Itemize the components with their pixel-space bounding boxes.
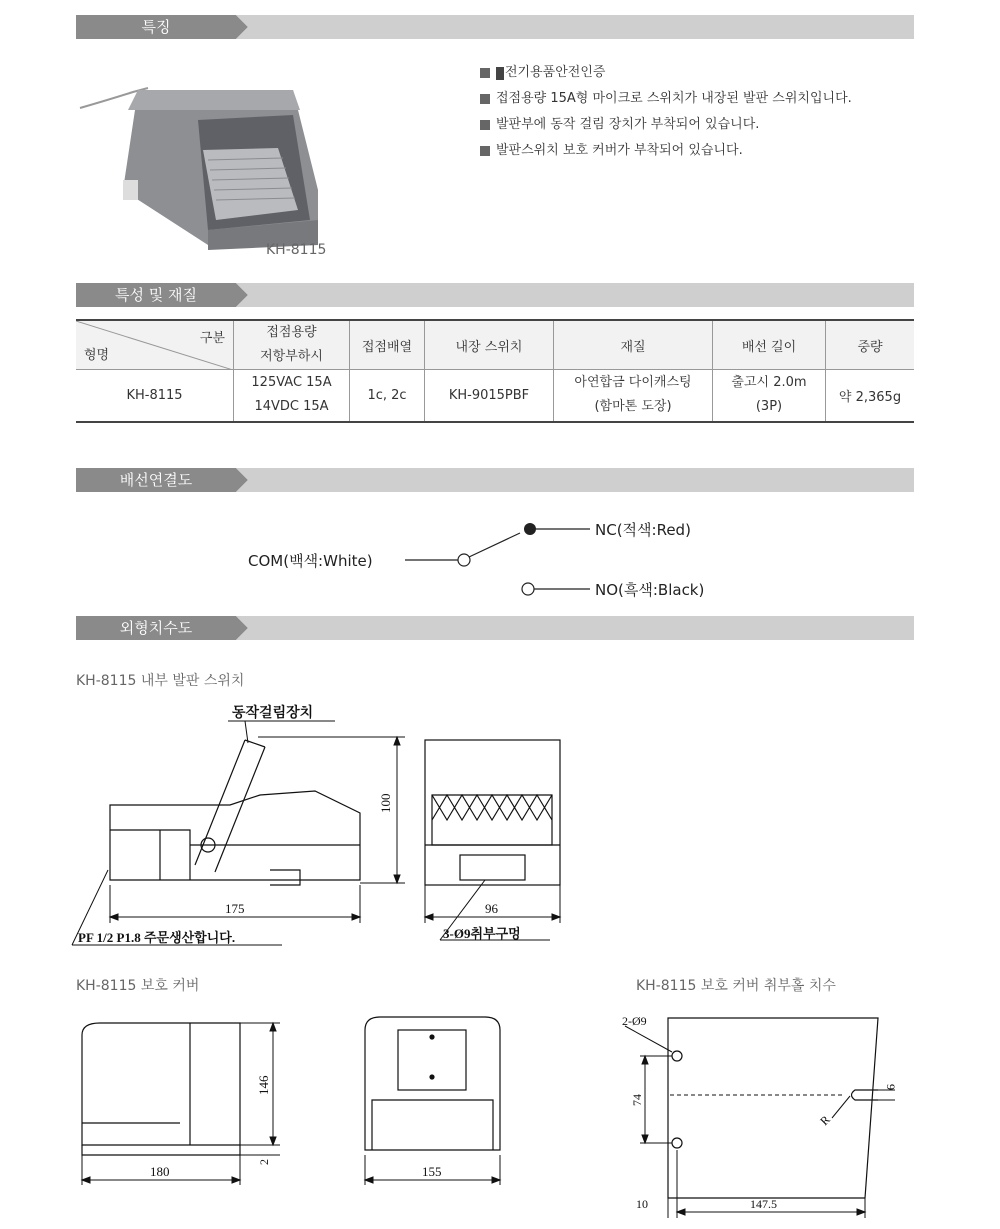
- section-header-wiring: [76, 468, 914, 492]
- bullet-square-icon: [480, 68, 490, 78]
- section-title: 배선연결도: [119, 471, 193, 489]
- kc-mark-icon: [496, 67, 504, 80]
- wire-com-label: COM(백색:White): [248, 552, 373, 570]
- table-row: [76, 370, 914, 422]
- header-arrangement: 접점배열: [350, 320, 425, 370]
- dim-100: 100: [378, 793, 393, 813]
- cell-weight: 약 2,365g: [826, 370, 915, 422]
- dim-9: 9: [884, 1084, 898, 1090]
- wiring-diagram: [0, 505, 1000, 605]
- corner-header: 구분 형명: [76, 320, 234, 370]
- drawing-title-mount: KH-8115 보호 커버 취부홀 치수: [636, 978, 836, 994]
- cell-wire: 출고시 2.0m (3P): [713, 370, 826, 422]
- features-list: [480, 60, 852, 164]
- dim-r: R: [817, 1112, 833, 1129]
- header-material: 재질: [554, 320, 713, 370]
- mount-hole-drawing: [610, 1000, 910, 1225]
- hole-note: 3-Ø9취부구멍: [443, 926, 521, 941]
- dim-147-5: 147.5: [750, 1197, 777, 1211]
- wire-no-label: NO(흑색:Black): [595, 581, 705, 599]
- section-title: 특징: [141, 18, 171, 36]
- section-title: 외형치수도: [119, 619, 193, 637]
- product-photo: [78, 70, 338, 260]
- drawing-title-cover: KH-8115 보호 커버: [76, 978, 200, 994]
- cell-material: 아연합금 다이캐스팅 (함마톤 도장): [554, 370, 713, 422]
- bullet-square-icon: [480, 120, 490, 130]
- dim-180: 180: [150, 1164, 170, 1179]
- spec-table: [76, 319, 914, 423]
- section-header-specs: [76, 283, 914, 307]
- section-header-features: [76, 15, 914, 39]
- feature-item: 접점용량 15A형 마이크로 스위치가 내장된 발판 스위치입니다.: [480, 86, 852, 112]
- feature-item: 발판스위치 보호 커버가 부착되어 있습니다.: [480, 138, 852, 164]
- cover-drawing: [60, 1005, 520, 1220]
- wire-nc-label: NC(적색:Red): [595, 521, 691, 539]
- section-title: 특성 및 재질: [115, 286, 197, 304]
- cell-switch: KH-9015PBF: [425, 370, 554, 422]
- lock-label: 동작걸림장치: [232, 706, 314, 721]
- bullet-square-icon: [480, 94, 490, 104]
- drawing-title-internal: KH-8115 내부 발판 스위치: [76, 673, 245, 689]
- pf-note: PF 1/2 P1.8 주문생산합니다.: [78, 930, 236, 945]
- dim-10: 10: [636, 1197, 648, 1211]
- dim-2phi9: 2-Ø9: [622, 1014, 647, 1028]
- photo-caption: KH-8115: [266, 242, 327, 258]
- dim-155: 155: [422, 1164, 442, 1179]
- dim-175: 175: [225, 901, 245, 916]
- dim-96: 96: [485, 901, 498, 916]
- bullet-square-icon: [480, 146, 490, 156]
- feature-item: 발판부에 동작 걸림 장치가 부착되어 있습니다.: [480, 112, 852, 138]
- internal-switch-drawing: [60, 695, 580, 955]
- feature-item: 전기용품안전인증: [480, 60, 852, 86]
- dim-74: 74: [630, 1094, 644, 1106]
- cell-contact: 125VAC 15A 14VDC 15A: [234, 370, 350, 422]
- cell-model: KH-8115: [76, 370, 234, 422]
- header-weight: 중량: [826, 320, 915, 370]
- section-header-dimensions: [76, 616, 914, 640]
- header-wire: 배선 길이: [713, 320, 826, 370]
- dim-146: 146: [256, 1075, 271, 1095]
- header-switch: 내장 스위치: [425, 320, 554, 370]
- dim-2: 2: [257, 1159, 271, 1165]
- header-contact: 접점용량 저항부하시: [234, 320, 350, 370]
- cell-arrangement: 1c, 2c: [350, 370, 425, 422]
